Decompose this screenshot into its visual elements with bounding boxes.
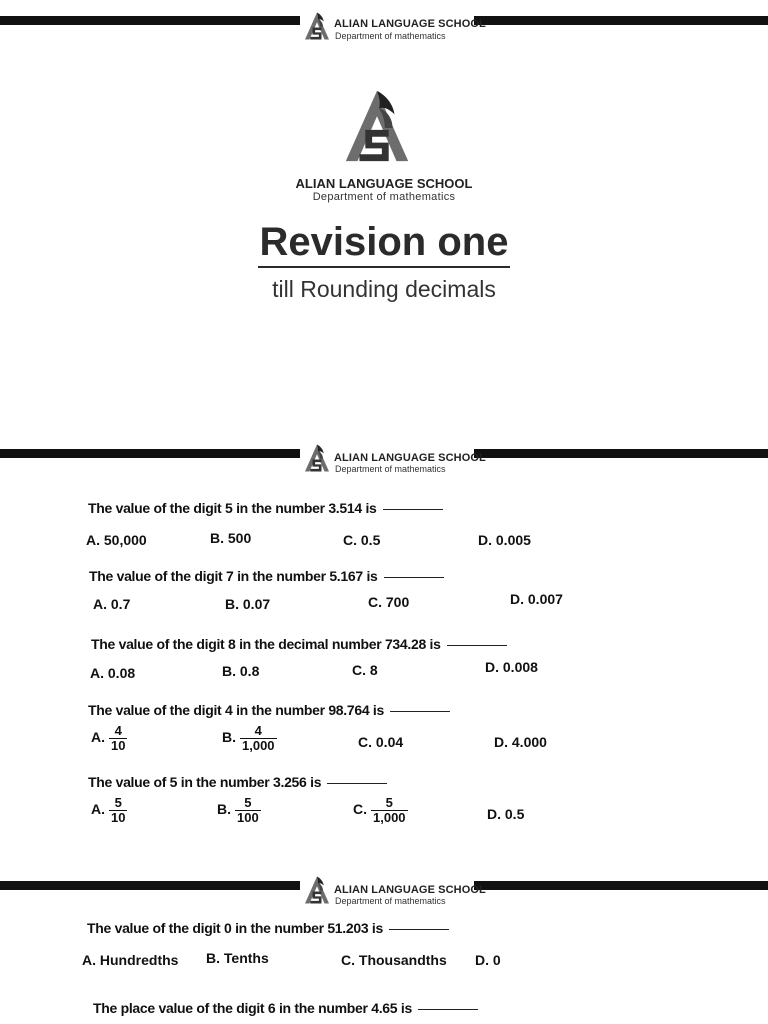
option-d[interactable]: D. 0.007: [510, 591, 563, 607]
option-d[interactable]: D. 0.008: [485, 659, 538, 675]
option-c[interactable]: C. 0.04: [358, 734, 404, 750]
question-1: The value of the digit 5 in the number 3.514 is: [88, 500, 443, 516]
header-department: Department of mathematics: [335, 31, 446, 41]
header-school-name: ALIAN LANGUAGE SCHOOL: [334, 452, 486, 464]
answer-blank[interactable]: [384, 577, 444, 578]
school-logo-icon: [302, 442, 332, 474]
header-bar-right: [474, 881, 768, 890]
question-6: The value of the digit 0 in the number 51.203 is: [87, 920, 449, 936]
option-c[interactable]: C. 0.5: [343, 532, 381, 548]
cover-department: Department of mathematics: [312, 191, 456, 203]
header-bar-left: [0, 881, 300, 890]
header-department: Department of mathematics: [335, 464, 446, 474]
answer-blank[interactable]: [389, 929, 449, 930]
header-bar-right: [474, 16, 768, 25]
option-c[interactable]: C. 8: [352, 662, 378, 678]
question-3: The value of the digit 8 in the decimal number 734.28 is: [91, 636, 507, 652]
worksheet-page-2: [0, 440, 768, 870]
fraction: $\frac{5}{1,000}$: [373, 795, 406, 825]
school-logo-icon: [302, 874, 332, 906]
fraction: $\frac{5}{10}$: [111, 795, 126, 825]
question-4: The value of the digit 4 in the number 98.764 is: [88, 702, 450, 718]
page-subtitle: till Rounding decimals: [272, 276, 496, 302]
option-b[interactable]: B. 500: [210, 530, 252, 546]
answer-blank[interactable]: [327, 783, 387, 784]
option-a[interactable]: A. 0.08: [90, 665, 136, 681]
answer-blank[interactable]: [418, 1009, 478, 1010]
header-school-name: ALIAN LANGUAGE SCHOOL: [334, 884, 486, 896]
option-a[interactable]: A. Hundredths: [82, 952, 179, 968]
option-d[interactable]: D. 4.000: [494, 734, 547, 750]
header-school-name: ALIAN LANGUAGE SCHOOL: [334, 18, 486, 30]
option-d[interactable]: D. 0.5: [487, 806, 525, 822]
answer-blank[interactable]: [383, 509, 443, 510]
fraction: $\frac{4}{1,000}$: [242, 723, 275, 753]
option-c[interactable]: C. Thousandths: [341, 952, 447, 968]
option-a[interactable]: A. $\frac{5}{10}$: [91, 795, 126, 825]
option-b[interactable]: B. 0.8: [222, 663, 260, 679]
fraction: $\frac{5}{100}$: [237, 795, 259, 825]
option-b[interactable]: B. $\frac{5}{100}$: [217, 795, 259, 825]
option-d[interactable]: D. 0.005: [478, 532, 531, 548]
question-2: The value of the digit 7 in the number 5.167 is: [89, 568, 444, 584]
option-a[interactable]: A. 0.7: [93, 596, 131, 612]
answer-blank[interactable]: [447, 645, 507, 646]
option-a[interactable]: A. $\frac{4}{10}$: [91, 723, 126, 753]
cover-school-name: ALIAN LANGUAGE SCHOOL: [295, 176, 473, 191]
option-a[interactable]: A. 50,000: [86, 532, 147, 548]
question-5: The value of 5 in the number 3.256 is: [88, 774, 387, 790]
option-d[interactable]: D. 0: [475, 952, 501, 968]
option-c[interactable]: C. 700: [368, 594, 410, 610]
question-7: The place value of the digit 6 in the number 4.65 is: [93, 1000, 478, 1016]
fraction: $\frac{4}{10}$: [111, 723, 126, 753]
cover-page: [0, 0, 768, 435]
header-bar-left: [0, 16, 300, 25]
answer-blank[interactable]: [390, 711, 450, 712]
header-department: Department of mathematics: [335, 896, 446, 906]
option-b[interactable]: B. $\frac{4}{1,000}$: [222, 723, 275, 753]
header-bar-right: [474, 449, 768, 458]
header-bar-left: [0, 449, 300, 458]
school-logo-large-icon: [338, 85, 416, 167]
page-title: Revision one: [0, 220, 768, 265]
worksheet-page-3: [0, 872, 768, 1024]
school-logo-icon: [302, 10, 332, 42]
option-b[interactable]: B. Tenths: [206, 950, 269, 966]
option-b[interactable]: B. 0.07: [225, 596, 271, 612]
option-c[interactable]: C. $\frac{5}{1,000}$: [353, 795, 406, 825]
